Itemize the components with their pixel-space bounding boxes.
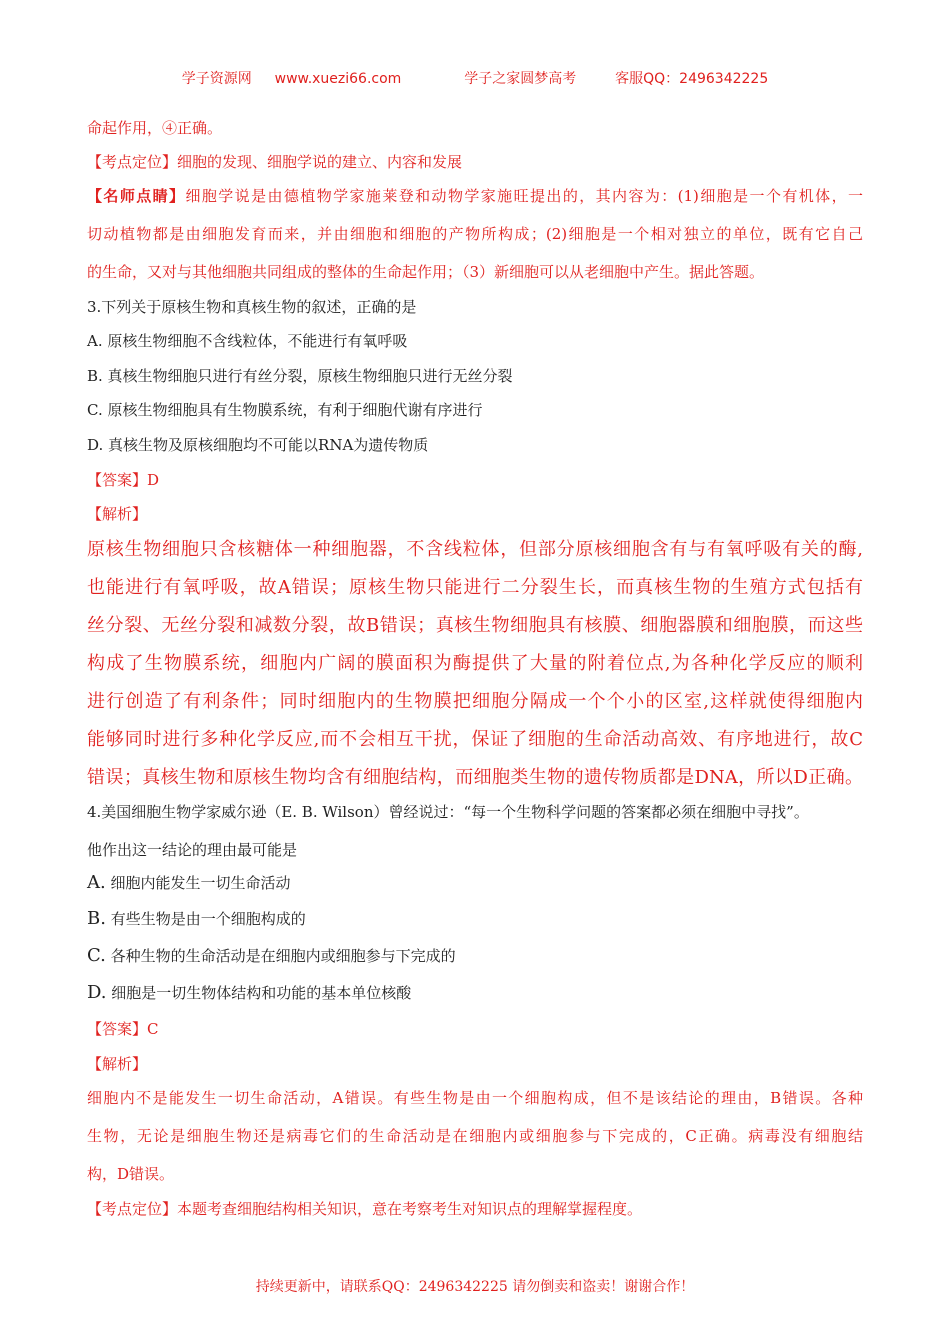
page-header xyxy=(0,68,950,88)
page-footer: 持续更新中，请联系QQ：2496342225 请勿倒卖和盗卖！谢谢合作！ xyxy=(255,1279,695,1295)
q4-stem-line-1: 4.美国细胞生物学家威尔逊（E. B. Wilson）曾经说过：“每一个生物科学问题的答案都必须在细胞中寻找”。 xyxy=(87,803,809,821)
q3-option-a: A. 原核生物细胞不含线粒体，不能进行有氧呼吸 xyxy=(87,332,408,350)
q3-answer: 【答案】D xyxy=(87,471,160,489)
option-letter: A. xyxy=(87,872,106,893)
site-name: 学子资源网 xyxy=(181,71,252,87)
q3-stem: 3.下列关于原核生物和真核生物的叙述，正确的是 xyxy=(87,298,417,316)
option-letter: D. xyxy=(87,982,107,1003)
q3-analysis-line-2: 也能进行有氧呼吸，故A错误；原核生物只能进行二分裂生长，而真核生物的生殖方式包括有 xyxy=(87,577,863,598)
q4-option-d: D. 细胞是一切生物体结构和功能的基本单位核酸 xyxy=(87,982,412,1003)
q4-analysis-line-1: 细胞内不是能发生一切生命活动，A错误。有些生物是由一个细胞构成，但不是该结论的理由，B错误。各种 xyxy=(87,1089,863,1107)
tip-line-1: 【名师点睛】细胞学说是由德植物学家施莱登和动物学家施旺提出的，其内容为：(1)细胞是一个有机体，一 xyxy=(87,187,863,205)
q3-analysis-label: 【解析】 xyxy=(87,505,148,523)
option-letter: C. xyxy=(87,945,106,966)
q4-analysis-line-2: 生物，无论是细胞生物还是病毒它们的生命活动是在细胞内或细胞参与下完成的，C正确。病毒没有细胞结 xyxy=(87,1127,863,1145)
q3-option-d: D. 真核生物及原核细胞均不可能以RNA为遗传物质 xyxy=(87,436,429,454)
q3-analysis-line-4: 构成了生物膜系统，细胞内广阔的膜面积为酶提供了大量的附着位点,为各种化学反应的顺利 xyxy=(87,653,863,674)
q4-option-a: A. 细胞内能发生一切生命活动 xyxy=(87,872,291,893)
tip-line-2: 切动植物都是由细胞发育而来，并由细胞和细胞的产物所构成；(2)细胞是一个相对独立的单位，既有它自己 xyxy=(87,225,863,243)
q4-stem-line-2: 他作出这一结论的理由最可能是 xyxy=(87,841,298,859)
slogan: 学子之家圆梦高考 xyxy=(464,71,577,87)
q3-analysis-line-6: 能够同时进行多种化学反应,而不会相互干扰，保证了细胞的生命活动高效、有序地进行，故C xyxy=(87,729,863,750)
q3-option-b: B. 真核生物细胞只进行有丝分裂，原核生物细胞只进行无丝分裂 xyxy=(87,367,513,385)
prev-tail: 命起作用，④正确。 xyxy=(87,119,223,137)
tip-line-3: 的生命，又对与其他细胞共同组成的整体的生命起作用；（3）新细胞可以从老细胞中产生。据此答题。 xyxy=(87,263,765,281)
q4-option-b: B. 有些生物是由一个细胞构成的 xyxy=(87,908,306,929)
option-letter: B. xyxy=(87,908,106,929)
q4-analysis-label: 【解析】 xyxy=(87,1055,148,1073)
tip-label: 【名师点睛】 xyxy=(87,187,186,205)
q3-option-c: C. 原核生物细胞具有生物膜系统，有利于细胞代谢有序进行 xyxy=(87,401,483,419)
q3-analysis-line-1: 原核生物细胞只含核糖体一种细胞器，不含线粒体，但部分原核细胞含有与有氧呼吸有关的酶, xyxy=(87,539,863,560)
site-url[interactable]: www.xuezi66.com xyxy=(274,71,402,87)
q3-analysis-line-7: 错误；真核生物和原核生物均含有细胞结构，而细胞类生物的遗传物质都是DNA，所以D正确。 xyxy=(87,767,863,788)
prev-kaodian: 【考点定位】细胞的发现、细胞学说的建立、内容和发展 xyxy=(87,153,463,171)
service-qq: 客服QQ：2496342225 xyxy=(615,71,769,87)
q4-answer: 【答案】C xyxy=(87,1020,159,1038)
q4-analysis-line-3: 构，D错误。 xyxy=(87,1165,175,1183)
q3-analysis-line-5: 进行创造了有利条件；同时细胞内的生物膜把细胞分隔成一个个小的区室,这样就使得细胞内 xyxy=(87,691,863,712)
q4-kaodian: 【考点定位】本题考查细胞结构相关知识，意在考察考生对知识点的理解掌握程度。 xyxy=(87,1200,643,1218)
q3-analysis-line-3: 丝分裂、无丝分裂和减数分裂，故B错误；真核生物细胞具有核膜、细胞器膜和细胞膜，而这些 xyxy=(87,615,863,636)
q4-option-c: C. 各种生物的生命活动是在细胞内或细胞参与下完成的 xyxy=(87,945,456,966)
